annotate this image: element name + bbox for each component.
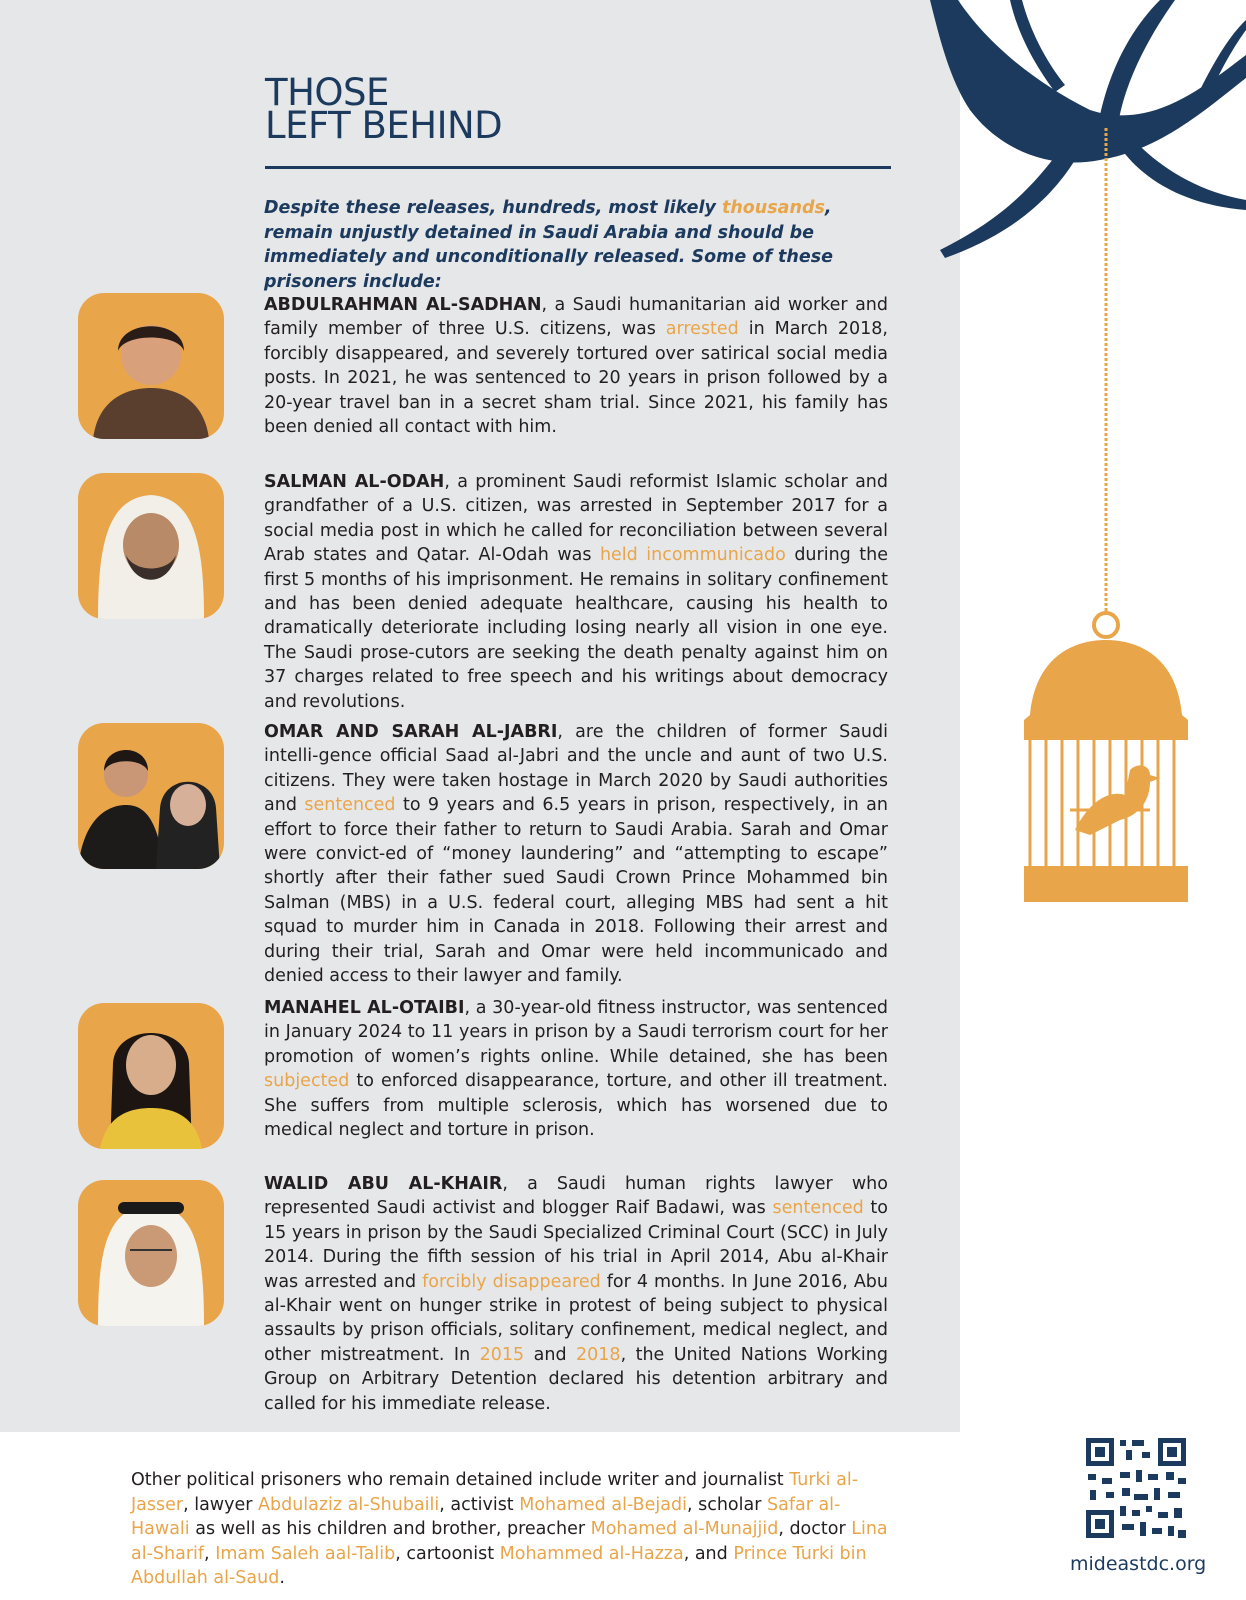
entry-omar-sarah [264, 720, 888, 988]
lina-al-sharif-link[interactable]: Lina al-Sharif [131, 1519, 888, 1564]
website-link[interactable]: mideastdc.org [1070, 1553, 1207, 1575]
footer-text: , lawyer [183, 1494, 258, 1515]
entry-text: , a 30-year-old fitness instructor, was sentenced in January 2024 to 11 years in prison by a Saudi terrorism court for her promotion of women’s rights online. While detained, she has been [264, 998, 889, 1067]
entry-text: during the first 5 months of his imprisonment. He remains in solitary confinement and has been denied adequate healthcare, causing his health to dramatically deteriorate including losing nearly all vision in one eye. The Saudi prose-cutors are seeking the death penalty against him on 37 charges related to free speech and his writings about democracy and revolutions. [264, 545, 888, 712]
mohamed-al-bejadi-link[interactable]: Mohamed al-Bejadi [519, 1494, 687, 1515]
entry-abdulrahman [264, 293, 888, 439]
entry-text: to 9 years and 6.5 years in prison, respectively, in an effort to force their father to return to Saudi Arabia. Sarah and Omar were convict-ed of “money laundering” and “attempting to escape” shortly after their father sued Saudi Crown Prince Mohammed bin Salman (MBS) in a U.S. federal court, alleging MBS had sent a hit squad to murder him in Canada in 2018. Following their arrest and during their trial, Sarah and Omar were held incommunicado and denied access to their lawyer and family. [264, 795, 888, 987]
sentenced-link[interactable]: sentenced [772, 1198, 864, 1219]
intro-text: Despite these releases, hundreds, most likely [264, 198, 722, 218]
avatar-salman [78, 473, 224, 619]
entry-walid [264, 1172, 888, 1416]
mohamed-al-munajjid-link[interactable]: Mohamed al-Munajjid [590, 1519, 779, 1539]
safar-al-hawali-link[interactable]: Safar al-Hawali [131, 1494, 841, 1539]
thousands-link[interactable]: thousands [721, 198, 825, 218]
entry-text: , the United Nations Working Group on Arbitrary Detention declared his detention arbitrary and called for his immediate release. [264, 1344, 888, 1414]
entry-manahel [264, 996, 888, 1142]
entry-text: and [524, 1344, 577, 1365]
arrested-link[interactable]: arrested [665, 319, 739, 340]
footer-text: Other political prisoners who remain detained include writer and journalist [131, 1470, 790, 1490]
entry-text: in March 2018, forcibly disappeared, and severely tortured over satirical social media posts. In 2021, he was sentenced to 20 years in prison followed by a 20-year travel ban in a secret sham trial. Since 2021, his family has been denied all contact with him. [264, 319, 888, 438]
forcibly-disappeared-link[interactable]: forcibly disappeared [422, 1271, 601, 1292]
entry-name: OMAR AND SARAH AL-JABRI [264, 722, 558, 742]
sentenced-link[interactable]: sentenced [304, 795, 396, 816]
subjected-link[interactable]: subjected [264, 1071, 350, 1092]
abdulaziz-al-shubaili-link[interactable]: Abdulaziz al-Shubaili [258, 1494, 440, 1515]
page-title [265, 71, 503, 147]
footer-text: , [204, 1543, 216, 1564]
entry-name: SALMAN AL-ODAH [264, 472, 445, 492]
footer-text: , doctor [778, 1519, 852, 1539]
entry-salman [264, 470, 888, 714]
footer-text: , activist [439, 1494, 520, 1515]
entry-name: WALID ABU AL-KHAIR [264, 1174, 503, 1194]
prince-turki-link[interactable]: Prince Turki bin Abdullah al-Saud [131, 1543, 867, 1588]
entry-text: for 4 months. In June 2016, Abu al-Khair went on hunger strike in protest of being subject to physical assaults by prison officials, solitary confinement, medical neglect, and other mistreatment. In [264, 1271, 889, 1365]
footer-text: . [279, 1568, 285, 1588]
footer-text: , scholar [686, 1494, 767, 1515]
title-line-2: LEFT BEHIND [265, 104, 503, 147]
qr-code-icon[interactable] [1082, 1434, 1190, 1542]
title-line-1: THOSE [265, 71, 389, 114]
avatar-manahel [78, 1003, 224, 1149]
entry-text: , a Saudi human rights lawyer who represented Saudi activist and blogger Raif Badawi, was [264, 1174, 888, 1219]
avatar-walid [78, 1180, 224, 1326]
entry-name: MANAHEL AL-OTAIBI [264, 998, 465, 1018]
entry-text: , a prominent Saudi reformist Islamic scholar and grandfather of a U.S. citizen, was arrested in September 2017 for a social media post in which he called for reconciliation between several Arab states and Qatar. Al-Odah was [264, 472, 888, 566]
imam-saleh-aal-talib-link[interactable]: Imam Saleh aal-Talib [215, 1543, 396, 1564]
footer-text: as well as his children and brother, preacher [189, 1519, 591, 1539]
footer-text: , and [683, 1543, 734, 1564]
entry-text: , a Saudi humanitarian aid worker and family member of three U.S. citizens, was [264, 295, 888, 340]
entry-text: , are the children of former Saudi intelli-gence official Saad al-Jabri and the uncle and aunt of two U.S. citizens. They were taken hostage in March 2020 by Saudi authorities and [264, 722, 888, 816]
avatar-omar-sarah [78, 723, 224, 869]
intro-text-end: , remain unjustly detained in Saudi Arabia and should be immediately and unconditionally released. Some of these prisoners include: [264, 198, 833, 292]
held-incommunicado-link[interactable]: held incommunicado [599, 545, 786, 566]
entry-name: ABDULRAHMAN AL-SADHAN [264, 295, 542, 315]
entry-text: to enforced disappearance, torture, and other ill treatment. She suffers from multiple sclerosis, which has worsened due to medical neglect and torture in prison. [264, 1071, 888, 1141]
footer-text: , cartoonist [395, 1543, 500, 1564]
mohammed-al-hazza-link[interactable]: Mohammed al-Hazza [499, 1543, 684, 1564]
other-prisoners-paragraph [131, 1468, 891, 1591]
link-2018[interactable]: 2018 [576, 1344, 621, 1365]
entry-text: to 15 years in prison by the Saudi Specialized Criminal Court (SCC) in July 2014. During the fifth session of his trial in April 2014, Abu al-Khair was arrested and [264, 1198, 888, 1292]
avatar-abdulrahman [78, 293, 224, 439]
intro-paragraph [264, 196, 889, 294]
link-2015[interactable]: 2015 [479, 1344, 525, 1365]
turki-al-jasser-link[interactable]: Turki al-Jasser [131, 1470, 859, 1515]
title-divider [265, 166, 891, 169]
